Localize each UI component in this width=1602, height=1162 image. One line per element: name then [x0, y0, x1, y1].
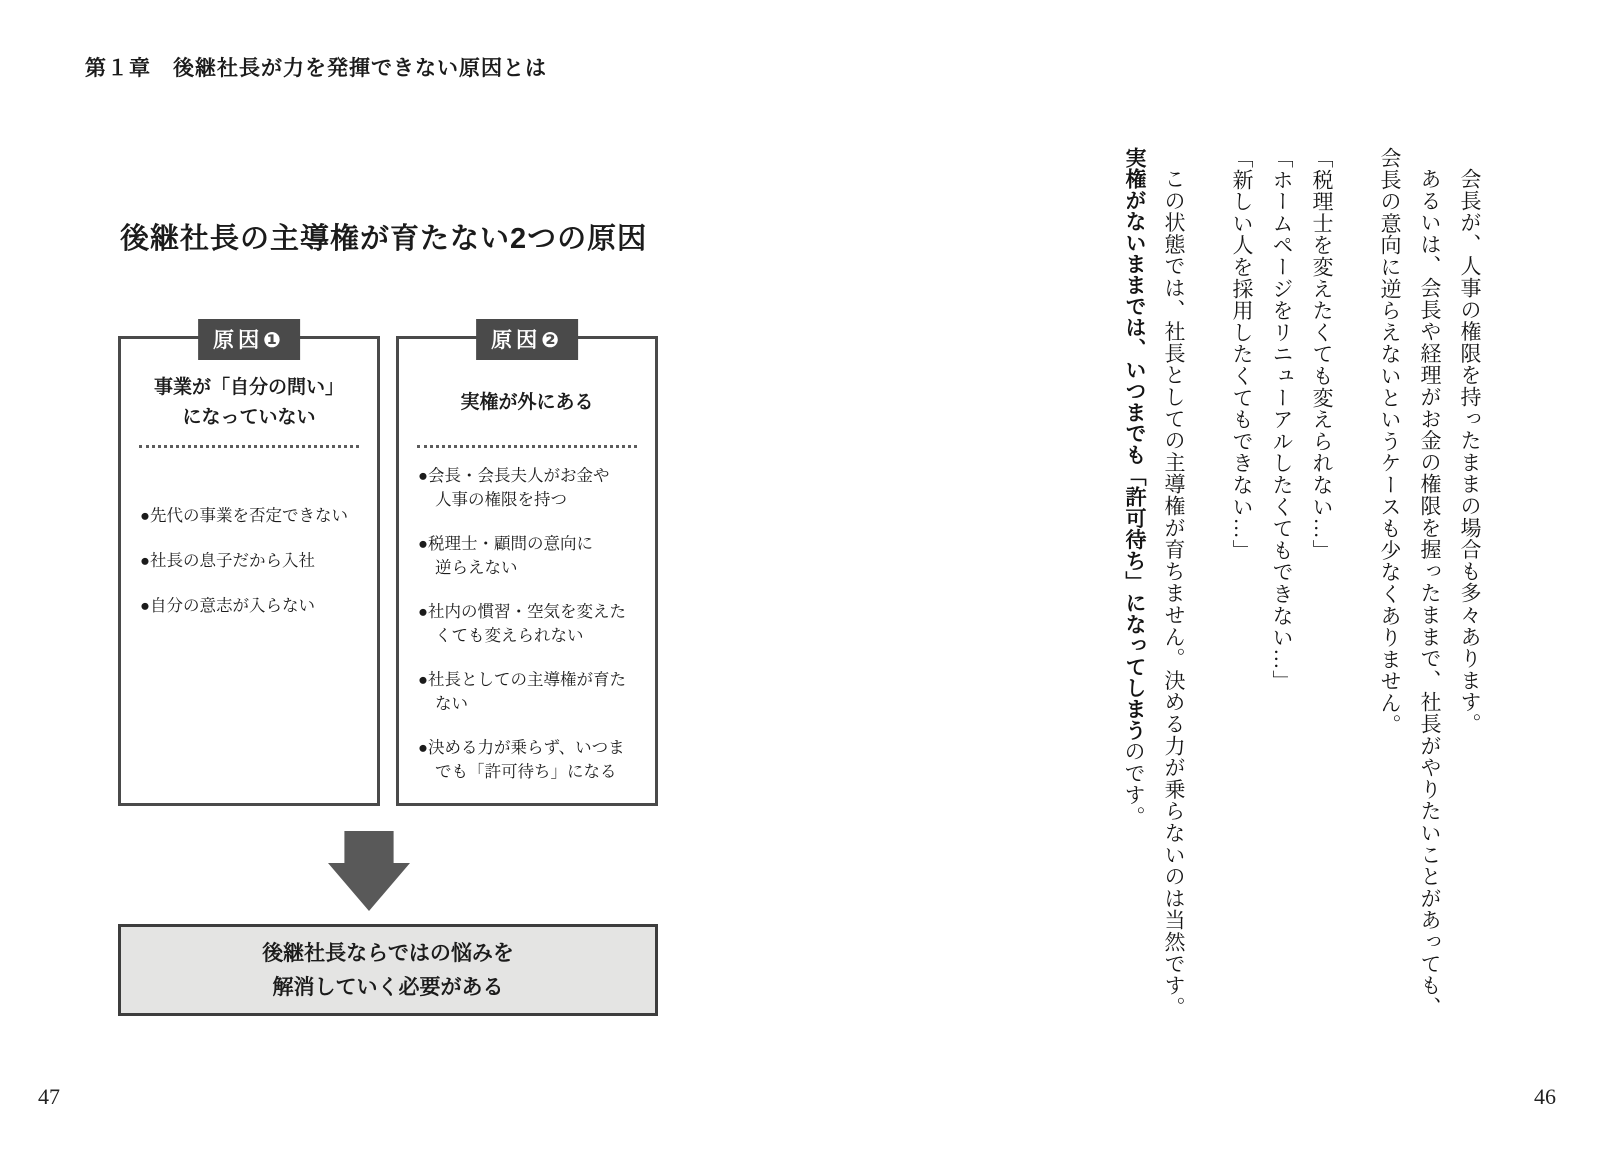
- bullet-line: ●社長の息子だから入社: [140, 552, 315, 570]
- text-column: [1114, 147, 1154, 1044]
- bullet-line: ●社長としての主導権が育た: [418, 671, 626, 689]
- cause-box-1: [118, 329, 380, 806]
- body-text-run: 「新しい人を採用したくてもできない…」: [1230, 147, 1254, 562]
- bullet-line: でも「許可待ち」になる: [435, 763, 617, 781]
- down-arrow-icon: [328, 831, 410, 911]
- bullet-line: くても変えられない: [435, 627, 584, 645]
- bullet-line: 逆らえない: [435, 559, 518, 577]
- body-text-run: 会長が、人事の権限を持ったままの場合も多々あります。: [1458, 168, 1482, 735]
- body-text-run: 「税理士を変えたくても変えられない…」: [1310, 147, 1334, 562]
- conclusion-box: [118, 924, 658, 1016]
- text-column: [1302, 147, 1342, 1044]
- bullet-item: [140, 504, 365, 528]
- bullet-line: ●決める力が乗らず、いつま: [418, 739, 625, 757]
- body-text-run: あるいは、会長や経理がお金の権限を握ったままで、社長がやりたいことがあっても、: [1418, 168, 1442, 1019]
- cause-2-label: 原因❷: [476, 319, 578, 360]
- text-column: [1450, 147, 1490, 1044]
- bullet-line: ●会長・会長夫人がお金や: [418, 467, 610, 485]
- bullet-item: [418, 736, 643, 784]
- bullet-item: [418, 668, 643, 716]
- cause-box-2: [396, 329, 658, 806]
- dotted-divider: [417, 445, 637, 448]
- bullet-line: 人事の権限を持つ: [435, 491, 567, 509]
- text-column: [1370, 147, 1410, 1044]
- bullet-item: [418, 532, 643, 580]
- box-heading-line: 実権が外にある: [460, 392, 594, 413]
- cause-1-label: 原因❶: [198, 319, 300, 360]
- cause-2-heading: [399, 361, 655, 445]
- bullet-item: [140, 549, 365, 573]
- bullet-line: ●先代の事業を否定できない: [140, 507, 348, 525]
- conclusion-line: 解消していく必要がある: [272, 975, 504, 999]
- bullet-line: ●社内の慣習・空気を変えた: [418, 603, 626, 621]
- chapter-header: 第１章 後継社長が力を発揮できない原因とは: [85, 57, 547, 80]
- page-number-left: 47: [38, 1084, 60, 1109]
- cause-1-bullet-list: [121, 504, 377, 618]
- box-heading-line: 事業が「自分の問い」: [153, 377, 344, 398]
- body-text-run: この状態では、社長としての主導権が育ちません。決める力が乗らないのは当然です。: [1162, 168, 1186, 1019]
- page-number-right: 46: [1534, 1084, 1556, 1109]
- emphasized-text: 実権がないままでは、いつまでも「許可待ち」になってしまう: [1123, 147, 1146, 741]
- cause-1-heading: [121, 361, 377, 445]
- text-column: [1410, 147, 1450, 1044]
- cause-2-bullet-list: [399, 464, 655, 784]
- bullet-item: [418, 464, 643, 512]
- vertical-body-text: [1114, 147, 1490, 1044]
- body-text-run: 「ホームページをリニューアルしたくてもできない…」: [1270, 147, 1294, 692]
- bullet-line: ●税理士・顧問の意向に: [418, 535, 593, 553]
- body-text-run: 会長の意向に逆らえないというケースも少なくありません。: [1378, 147, 1402, 736]
- text-column: [1154, 147, 1194, 1044]
- text-column: [1262, 147, 1302, 1044]
- bullet-line: ない: [435, 695, 468, 713]
- box-heading-line: になっていない: [182, 407, 316, 428]
- bullet-item: [418, 600, 643, 648]
- bullet-item: [140, 594, 365, 618]
- body-text-run: のです。: [1122, 740, 1146, 828]
- dotted-divider: [139, 445, 359, 448]
- conclusion-line: 後継社長ならではの悩みを: [262, 941, 514, 965]
- diagram-title: 後継社長の主導権が育たない2つの原因: [120, 223, 648, 255]
- text-column: [1222, 147, 1262, 1044]
- bullet-line: ●自分の意志が入らない: [140, 597, 315, 615]
